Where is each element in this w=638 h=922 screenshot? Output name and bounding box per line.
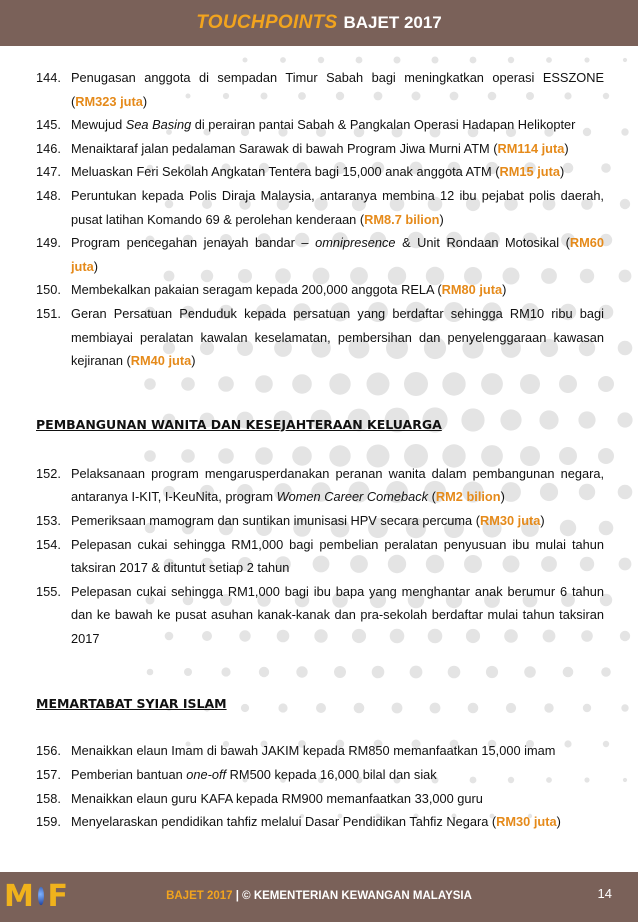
text-run: RM500 kepada 16,000 bilal dan siak	[226, 767, 437, 783]
item-text	[71, 787, 604, 811]
item-number: 147.	[36, 164, 61, 180]
item-number: 149.	[36, 235, 61, 251]
budget-amount: RM323 juta	[75, 93, 143, 109]
italic-term: Women Career Comeback	[276, 489, 429, 505]
item-text	[71, 302, 604, 373]
text-run: Pelaksanaan program mengarusperdanakan peranan wanita dalam pembangunan negara, antaranya I-KIT, I-KeuNita, program	[71, 465, 604, 505]
text-run: Peruntukan kepada Polis Diraja Malaysia, antaranya membina 12 ibu pejabat polis daerah, pusat latihan Komando 69 & perolehan kenderaan (	[71, 187, 604, 227]
text-run: & Unit Rondaan Motosikal (	[395, 235, 570, 251]
list-item	[36, 739, 604, 763]
background-dot	[356, 57, 363, 64]
item-text	[71, 763, 604, 787]
background-dot	[394, 57, 401, 64]
background-dot	[432, 57, 439, 64]
list-item	[36, 533, 604, 580]
list-item	[36, 160, 604, 184]
footer-text	[0, 890, 638, 902]
text-run: )	[439, 211, 444, 227]
list-section-islam	[36, 739, 604, 833]
budget-amount: RM80 juta	[441, 282, 503, 298]
list-section-women-family	[36, 462, 604, 651]
list-item	[36, 787, 604, 811]
italic-term: one-off	[186, 767, 227, 783]
item-text	[71, 66, 604, 113]
background-dot	[318, 57, 324, 63]
background-dot	[620, 631, 630, 641]
background-dot	[618, 341, 633, 356]
item-number: 148.	[36, 187, 61, 203]
page-footer	[0, 872, 638, 922]
item-number: 146.	[36, 140, 61, 156]
budget-amount: RM40 juta	[130, 353, 192, 369]
item-text	[71, 739, 604, 763]
background-dot	[619, 558, 632, 571]
text-run: Mewujud	[71, 117, 126, 133]
background-dot	[621, 704, 628, 711]
item-number: 155.	[36, 583, 61, 599]
budget-amount: RM114 juta	[497, 140, 565, 156]
list-item	[36, 278, 604, 302]
list-item	[36, 302, 604, 373]
section-heading-islam: MEMARTABAT SYIAR ISLAM	[36, 696, 227, 712]
text-run: )	[93, 258, 99, 274]
logo-letter-m: M	[4, 878, 34, 914]
text-run: Pemeriksaan mamogram dan suntikan imunisasi HPV secara percuma (	[71, 512, 480, 528]
list-item	[36, 184, 604, 231]
text-run: Program pencegahan jenayah bandar –	[71, 235, 316, 251]
background-dot	[623, 58, 627, 62]
list-item	[36, 462, 604, 509]
item-text	[71, 231, 604, 278]
text-run: Menaikkan elaun guru KAFA kepada RM900 memanfaatkan 33,000 guru	[71, 790, 483, 806]
item-number: 157.	[36, 767, 61, 783]
list-item	[36, 580, 604, 651]
header-title-highlight: TOUCHPOINTS	[196, 12, 338, 33]
text-run: Menaiktaraf jalan pedalaman Sarawak di bawah Program Jiwa Murni ATM (	[71, 140, 498, 156]
item-number: 158.	[36, 790, 61, 806]
text-run: Meluaskan Feri Sekolah Angkatan Tentera bagi 15,000 anak anggota ATM (	[71, 164, 500, 180]
list-item	[36, 231, 604, 278]
text-run: Menyelaraskan pendidikan tahfiz melalui Dasar Pendidikan Tahfiz Negara (	[71, 814, 497, 830]
background-dot	[623, 778, 627, 782]
budget-amount: RM8.7 bilion	[364, 211, 440, 227]
item-number: 144.	[36, 70, 61, 85]
item-number: 154.	[36, 536, 61, 552]
item-text	[71, 113, 604, 137]
text-run: )	[502, 282, 507, 298]
background-dot	[470, 57, 477, 64]
item-number: 145.	[36, 117, 61, 133]
text-run: (	[428, 489, 436, 505]
text-run: Pelepasan cukai sehingga RM1,000 bagi ibu bapa yang menghantar anak berumur 6 tahun dan ke bawah ke pusat asuhan kanak-kanak dan pra-sekolah berdaftar mulai tahun taksiran 2017	[71, 583, 604, 646]
section-heading-women-family: PEMBANGUNAN WANITA DAN KESEJAHTERAAN KELUARGA	[36, 416, 442, 432]
background-dot	[280, 57, 286, 63]
header-title: BAJET 2017	[343, 13, 442, 32]
item-text	[71, 580, 604, 651]
logo-letter-f: F	[47, 878, 68, 914]
budget-amount: RM30 juta	[496, 814, 557, 830]
item-number: 152.	[36, 465, 61, 481]
text-run: )	[556, 814, 561, 830]
text-run: )	[142, 93, 148, 109]
footer-budget-label: BAJET 2017	[166, 890, 233, 902]
text-run: )	[564, 140, 569, 156]
footer-ministry-label: | © KEMENTERIAN KEWANGAN MALAYSIA	[232, 890, 472, 902]
text-run: di perairan pantai Sabah & Pangkalan Operasi Hadapan Helikopter	[191, 117, 576, 133]
item-text	[71, 160, 604, 184]
background-dot	[584, 57, 589, 62]
budget-amount: RM60 juta	[71, 235, 605, 274]
page-header	[0, 0, 638, 46]
list-item	[36, 137, 604, 161]
budget-amount: RM30 juta	[479, 512, 541, 528]
item-text	[71, 462, 604, 509]
item-number: 156.	[36, 743, 61, 759]
background-dot	[621, 128, 628, 135]
list-section-security	[36, 66, 604, 373]
item-text	[71, 184, 604, 231]
list-item	[36, 810, 604, 834]
background-dot	[546, 57, 552, 63]
text-run: Pemberian bantuan	[71, 767, 187, 783]
text-run: Geran Persatuan Penduduk kepada persatuan yang berdaftar sehingga RM10 ribu bagi membiayai peralatan kawalan keselamatan, pembersihan dan penyelenggaraan kawasan kejiranan (	[71, 305, 604, 369]
text-run: Membekalkan pakaian seragam kepada 200,000 anggota RELA (	[71, 282, 442, 298]
background-dot	[619, 270, 632, 283]
list-item	[36, 113, 604, 137]
item-number: 150.	[36, 282, 61, 298]
background-dot	[617, 412, 632, 427]
item-text	[71, 137, 604, 161]
text-run: Penugasan anggota di sempadan Timur Sabah bagi meningkatkan operasi ESSZONE (	[71, 70, 604, 109]
page-number: 14	[597, 886, 612, 901]
item-text	[71, 509, 604, 533]
item-text	[71, 278, 604, 302]
italic-term: Sea Basing	[125, 117, 192, 133]
item-number: 159.	[36, 814, 61, 830]
item-text	[71, 810, 604, 834]
text-run: )	[540, 512, 545, 528]
background-dot	[243, 58, 248, 63]
item-number: 151.	[36, 305, 61, 321]
background-dot	[620, 199, 630, 209]
text-run: )	[559, 164, 565, 180]
item-text	[71, 533, 604, 580]
list-item	[36, 66, 604, 113]
background-dot	[508, 57, 514, 63]
list-item	[36, 509, 604, 533]
italic-term: omnipresence	[315, 235, 396, 251]
text-run: )	[191, 353, 196, 369]
document-body	[36, 66, 604, 834]
item-number: 153.	[36, 512, 61, 528]
text-run: Pelepasan cukai sehingga RM1,000 bagi pembelian peralatan penyusuan ibu mulai tahun taksiran 2017 & dituntut setiap 2 tahun	[71, 536, 604, 576]
list-item	[36, 763, 604, 787]
text-run: Menaikkan elaun Imam di bawah JAKIM kepada RM850 memanfaatkan 15,000 imam	[71, 743, 556, 759]
background-dot	[618, 485, 633, 500]
text-run: )	[500, 489, 505, 505]
budget-amount: RM2 bilion	[435, 489, 501, 505]
budget-amount: RM15 juta	[499, 164, 560, 180]
